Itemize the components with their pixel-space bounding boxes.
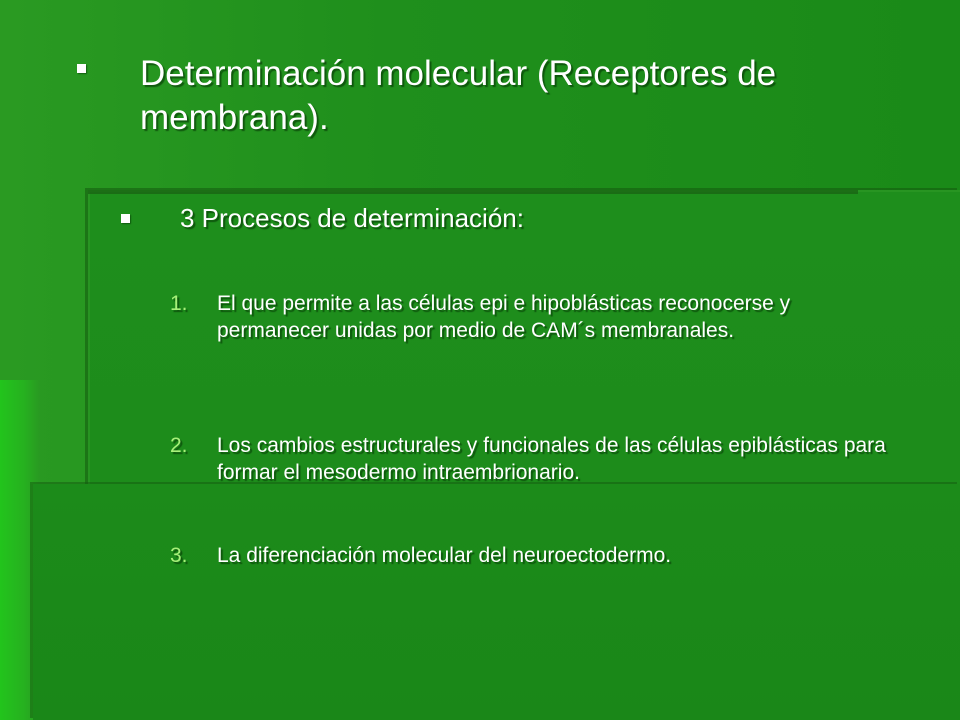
slide-subtitle: 3 Procesos de determinación: <box>180 203 524 233</box>
list-item-text: La diferenciación molecular del neuroectodermo. <box>217 544 672 567</box>
title-bullet-icon <box>77 64 86 73</box>
list-item-number: 3. <box>170 544 188 567</box>
list-item-number: 2. <box>170 434 188 457</box>
subtitle-bullet-icon <box>121 214 130 223</box>
list-item-text: El que permite a las células epi e hipoblásticas reconocerse y permanecer unidas por medio de CAM´s membranales. <box>217 292 791 342</box>
list-item-text: Los cambios estructurales y funcionales de las células epiblásticas para formar el mesodermo intraembrionario. <box>217 434 886 484</box>
list-item-number: 1. <box>170 292 188 315</box>
slide-title: Determinación molecular (Receptores de membrana). <box>140 54 777 137</box>
